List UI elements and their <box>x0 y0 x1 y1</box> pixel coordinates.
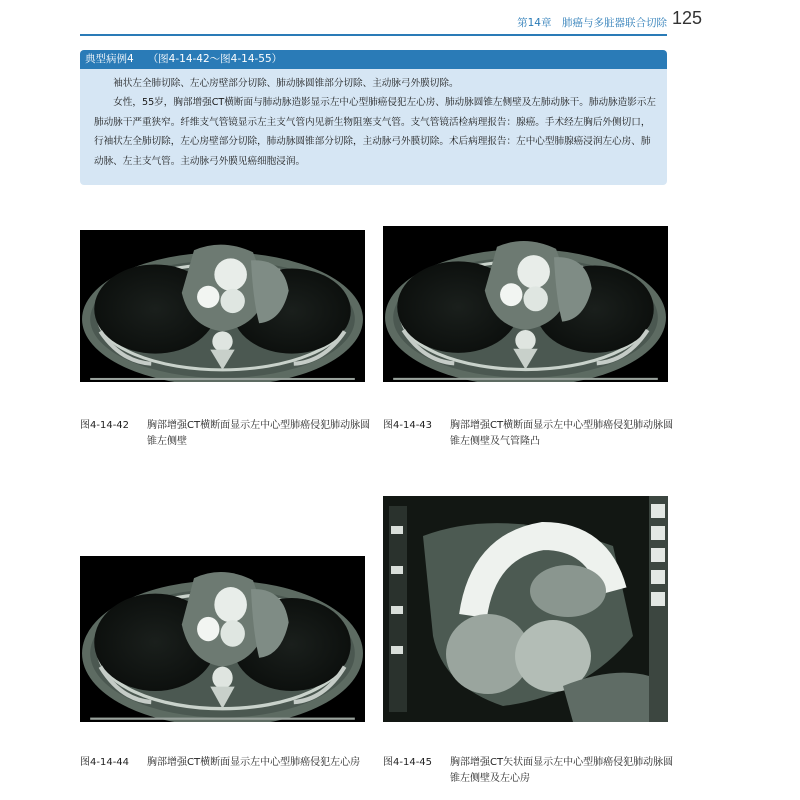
case-body <box>80 69 667 171</box>
figure-caption-text: 胸部增强CT矢状面显示左中心型肺癌侵犯肺动脉圆锥左侧壁及左心房 <box>450 757 674 784</box>
running-header <box>80 12 667 36</box>
figure-number: 图4-14-45 <box>383 757 433 768</box>
case-title-bar <box>80 50 667 69</box>
chapter-title: 第14章 肺癌与多脏器联合切除 <box>517 17 667 29</box>
case-box <box>80 50 667 185</box>
figure-number: 图4-14-44 <box>80 757 130 768</box>
ct-axial-image-42 <box>80 230 365 382</box>
page-number: 125 <box>672 8 703 28</box>
case-paragraph: 女性，55岁，胸部增强CT横断面与肺动脉造影显示左中心型肺癌侵犯左心房、肺动脉圆锥左侧壁及左肺动脉干。肺动脉造影示左肺动脉干严重狭窄。纤维支气管镜显示左主支气管内见新生物阻塞支气管。支气管镜活检病理报告：腺癌。手术经左胸后外侧切口，行袖状左全肺切除，左心房壁部分切除，肺动脉圆锥部分切除，主动脉弓外膜切除。术后病理报告：左中心型肺腺癌浸润左心房、肺动脉、左主支气管。主动脉弓外膜见癌细胞浸润。 <box>94 97 657 167</box>
figure-number: 图4-14-43 <box>383 420 433 431</box>
figure-number: 图4-14-42 <box>80 420 130 431</box>
case-paragraph: 袖状左全肺切除、左心房壁部分切除、肺动脉圆锥部分切除、主动脉弓外膜切除。 <box>113 78 459 89</box>
figure-caption-text: 胸部增强CT横断面显示左中心型肺癌侵犯左心房 <box>147 757 361 768</box>
figure-caption-42 <box>80 418 375 452</box>
ct-axial-image-43 <box>383 226 668 382</box>
figure-caption-44 <box>80 755 375 789</box>
ct-axial-image-44 <box>80 556 365 722</box>
figure-caption-45 <box>383 755 678 789</box>
figure-caption-text: 胸部增强CT横断面显示左中心型肺癌侵犯肺动脉圆锥左侧壁及气管隆凸 <box>450 420 674 447</box>
ct-sagittal-image-45 <box>383 496 668 722</box>
case-figure-range: （图4-14-42～图4-14-55） <box>147 53 283 65</box>
figure-caption-43 <box>383 418 678 452</box>
figure-caption-text: 胸部增强CT横断面显示左中心型肺癌侵犯肺动脉圆锥左侧壁 <box>147 420 371 447</box>
case-title: 典型病例4 <box>85 53 134 65</box>
